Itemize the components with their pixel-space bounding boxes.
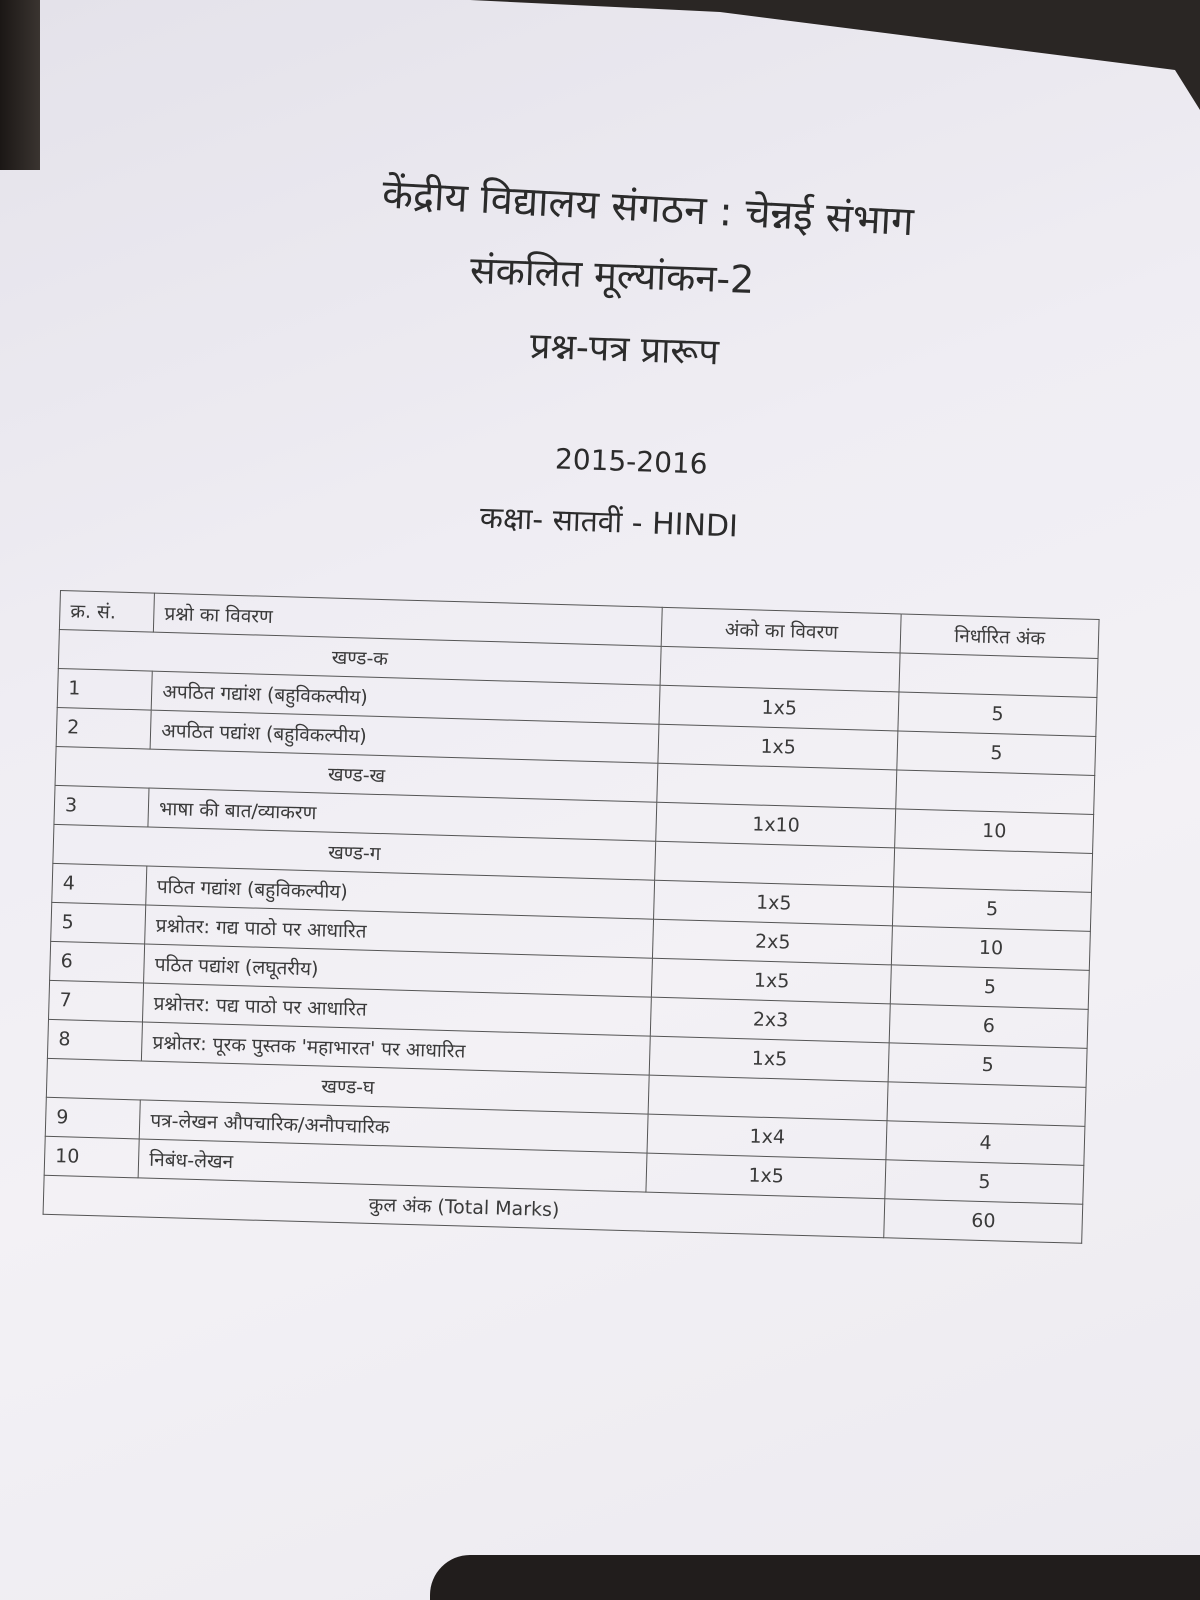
row-number: 2 — [56, 707, 151, 749]
row-description: प्रश्नोतर: पूरक पुस्तक 'महाभारत' पर आधारित — [142, 1022, 651, 1075]
section-detail-empty — [660, 646, 900, 692]
row-marks-detail: 2x3 — [651, 997, 891, 1043]
row-number: 5 — [51, 902, 146, 944]
row-assigned-marks: 5 — [888, 1043, 1087, 1088]
row-number: 10 — [44, 1136, 139, 1178]
section-marks-empty — [899, 653, 1098, 698]
section-marks-empty — [887, 1082, 1086, 1127]
marks-table — [43, 590, 1100, 1244]
org-title: केंद्रीय विद्यालय संगठन : चेन्नई संभाग — [381, 171, 915, 246]
class-subject: कक्षा- सातवीं - HINDI — [479, 500, 739, 545]
row-assigned-marks: 5 — [898, 692, 1097, 737]
row-description: पठित गद्यांश (बहुविकल्पीय) — [146, 866, 655, 919]
row-number: 6 — [50, 941, 145, 983]
background-edge — [0, 0, 40, 170]
exam-title: संकलित मूल्यांकन-2 — [469, 248, 756, 302]
header-desc: प्रश्नो का विवरण — [154, 593, 663, 646]
background-object — [430, 1555, 1200, 1600]
row-description: भाषा की बात/व्याकरण — [148, 788, 657, 841]
row-description: निबंध-लेखन — [138, 1139, 647, 1192]
row-description: अपठित पद्यांश (बहुविकल्पीय) — [150, 710, 659, 763]
section-detail-empty — [648, 1075, 888, 1121]
row-number: 9 — [45, 1097, 140, 1139]
row-assigned-marks: 5 — [893, 887, 1092, 932]
row-assigned-marks: 5 — [897, 731, 1096, 776]
row-marks-detail: 1x10 — [656, 802, 896, 848]
row-description: प्रश्नोत्तर: पद्य पाठो पर आधारित — [143, 983, 652, 1036]
total-value: 60 — [884, 1199, 1083, 1244]
row-number: 8 — [47, 1019, 142, 1061]
row-marks-detail: 1x5 — [652, 958, 892, 1004]
header-num: क्र. सं. — [59, 591, 154, 633]
table-body — [44, 629, 1098, 1204]
row-assigned-marks: 6 — [890, 1004, 1089, 1049]
row-marks-detail: 1x5 — [659, 685, 899, 731]
row-description: पत्र-लेखन औपचारिक/अनौपचारिक — [139, 1100, 648, 1153]
row-description: अपठित गद्यांश (बहुविकल्पीय) — [151, 671, 660, 724]
row-marks-detail: 1x5 — [646, 1153, 886, 1199]
row-marks-detail: 1x5 — [654, 880, 894, 926]
section-title: खण्ड-क — [58, 629, 661, 685]
section-marks-empty — [896, 770, 1095, 815]
section-detail-empty — [657, 763, 897, 809]
row-number: 4 — [52, 863, 147, 905]
row-assigned-marks: 4 — [886, 1121, 1085, 1166]
row-assigned-marks: 5 — [885, 1160, 1084, 1205]
marks-table-wrapper — [43, 590, 1100, 1244]
paper-format-title: प्रश्न-पत्र प्रारूप — [529, 325, 720, 374]
section-title: खण्ड-घ — [46, 1058, 649, 1114]
row-marks-detail: 1x5 — [658, 724, 898, 770]
row-assigned-marks: 10 — [892, 926, 1091, 971]
row-marks-detail: 2x5 — [653, 919, 893, 965]
header-assigned-marks: निर्धारित अंक — [900, 614, 1099, 659]
row-marks-detail: 1x4 — [647, 1114, 887, 1160]
section-detail-empty — [655, 841, 895, 887]
section-title: खण्ड-ग — [53, 824, 656, 880]
row-description: प्रश्नोतर: गद्य पाठो पर आधारित — [145, 905, 654, 958]
row-number: 3 — [54, 785, 149, 827]
section-title: खण्ड-ख — [55, 746, 658, 802]
total-label: कुल अंक (Total Marks) — [43, 1175, 885, 1237]
row-marks-detail: 1x5 — [649, 1036, 889, 1082]
row-number: 1 — [57, 668, 152, 710]
header-marks-detail: अंको का विवरण — [661, 607, 901, 653]
row-number: 7 — [49, 980, 144, 1022]
row-description: पठित पद्यांश (लघूतरीय) — [144, 944, 653, 997]
row-assigned-marks: 10 — [895, 809, 1094, 854]
row-assigned-marks: 5 — [891, 965, 1090, 1010]
section-marks-empty — [894, 848, 1093, 893]
session-year: 2015-2016 — [554, 442, 709, 481]
